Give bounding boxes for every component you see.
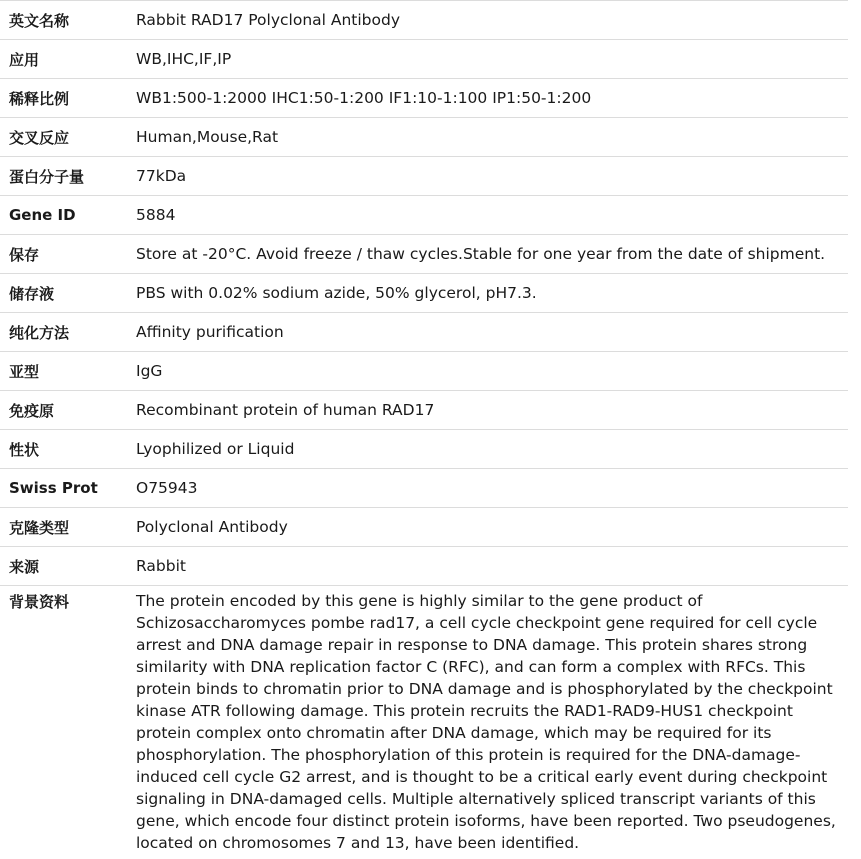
row-label: 来源: [0, 547, 136, 586]
row-value: Rabbit: [136, 547, 848, 586]
row-value: 5884: [136, 196, 848, 235]
row-label: Swiss Prot: [0, 469, 136, 508]
row-label: 克隆类型: [0, 508, 136, 547]
row-label: 纯化方法: [0, 313, 136, 352]
background-description: The protein encoded by this gene is highly similar to the gene product of Schizosaccharomyces pombe rad17, a cell cycle checkpoint gene required for cell cycle arrest and DNA damage repair in response to DNA damage. This protein shares strong similarity with DNA replication factor C (RFC), and can form a complex with RFCs. This protein binds to chromatin prior to DNA damage and is phosphorylated by the checkpoint kinase ATR following damage. This protein recruits the RAD1-RAD9-HUS1 checkpoint protein complex onto chromatin after DNA damage, which may be required for its phosphorylation. The phosphorylation of this protein is required for the DNA-damage-induced cell cycle G2 arrest, and is thought to be a critical early event during checkpoint signaling in DNA-damaged cells. Multiple alternatively spliced transcript variants of this gene, which encode four distinct protein isoforms, have been reported. Two pseudogenes, located on chromosomes 7 and 13, have been identified.: [136, 592, 836, 852]
row-label: Gene ID: [0, 196, 136, 235]
row-label: 保存: [0, 235, 136, 274]
row-value: PBS with 0.02% sodium azide, 50% glycerol, pH7.3.: [136, 274, 848, 313]
row-value: WB,IHC,IF,IP: [136, 40, 848, 79]
spec-row-isotype: [0, 352, 848, 391]
row-value: Store at -20°C. Avoid freeze / thaw cycles.Stable for one year from the date of shipment.: [136, 235, 848, 274]
spec-row-cross-reactivity: [0, 118, 848, 157]
row-label: 储存液: [0, 274, 136, 313]
row-value: Affinity purification: [136, 313, 848, 352]
spec-row-background: [0, 586, 848, 859]
row-label: 英文名称: [0, 1, 136, 40]
spec-row-storage: [0, 235, 848, 274]
row-value: 77kDa: [136, 157, 848, 196]
spec-row-swiss-prot: [0, 469, 848, 508]
row-label: 免疫原: [0, 391, 136, 430]
spec-row-clonality: [0, 508, 848, 547]
spec-row-dilution: [0, 79, 848, 118]
row-value: Rabbit RAD17 Polyclonal Antibody: [136, 1, 848, 40]
spec-row-molecular-weight: [0, 157, 848, 196]
row-value: Lyophilized or Liquid: [136, 430, 848, 469]
spec-row-purification: [0, 313, 848, 352]
spec-row-application: [0, 40, 848, 79]
spec-row-buffer: [0, 274, 848, 313]
spec-row-form: [0, 430, 848, 469]
row-label: 性状: [0, 430, 136, 469]
row-value: O75943: [136, 469, 848, 508]
row-label: 交叉反应: [0, 118, 136, 157]
row-label: 蛋白分子量: [0, 157, 136, 196]
row-value: IgG: [136, 352, 848, 391]
row-value: Polyclonal Antibody: [136, 508, 848, 547]
spec-row-host: [0, 547, 848, 586]
row-value: WB1:500-1:2000 IHC1:50-1:200 IF1:10-1:100 IP1:50-1:200: [136, 79, 848, 118]
row-label: 亚型: [0, 352, 136, 391]
row-label: 背景资料: [0, 586, 136, 859]
row-value: Recombinant protein of human RAD17: [136, 391, 848, 430]
row-label: 应用: [0, 40, 136, 79]
spec-row-gene-id: [0, 196, 848, 235]
row-label: 稀释比例: [0, 79, 136, 118]
row-value: Human,Mouse,Rat: [136, 118, 848, 157]
spec-row-english-name: [0, 1, 848, 40]
spec-row-immunogen: [0, 391, 848, 430]
